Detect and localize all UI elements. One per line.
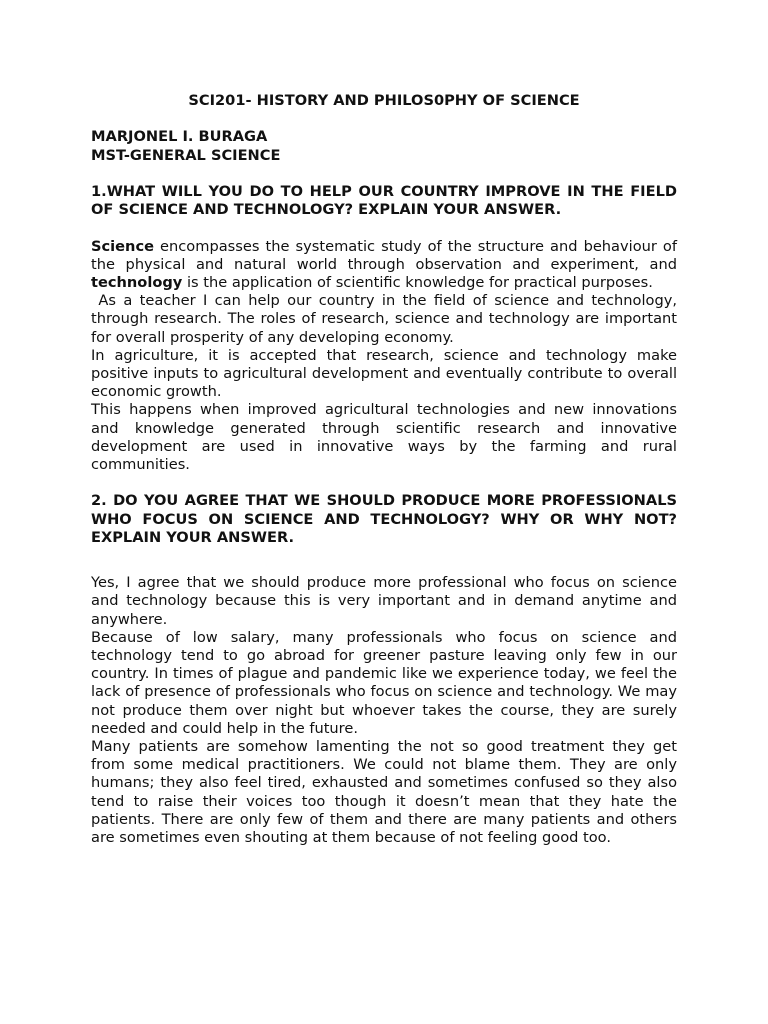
q1-p1-text-b: is the application of scientific knowledge for practical purposes. <box>182 273 653 291</box>
q1-p1-text-a: encompasses the systematic study of the structure and behaviour of the physical and natural world through observation and experiment, and <box>91 237 677 273</box>
author-name: MARJONEL I. BURAGA <box>91 128 268 146</box>
q2-paragraph-2: Because of low salary, many professionals who focus on science and technology tend to go abroad for greener pasture leaving only few in our country. In times of plague and pandemic like we experience today, we feel the lack of presence of professionals who focus on science and technology. We may not produce them over night but whoever takes the course, they are surely needed and could help in the future. <box>91 628 677 737</box>
q2-paragraph-1: Yes, I agree that we should produce more professional who focus on science and technology because this is very important and in demand anytime and anywhere. <box>91 574 677 628</box>
q1-paragraph-3: In agriculture, it is accepted that research, science and technology make positive inputs to agricultural development and eventually contribute to overall economic growth. <box>91 346 677 401</box>
document-title: SCI201- HISTORY AND PHILOS0PHY OF SCIENCE <box>188 92 580 109</box>
term-science: Science <box>91 237 154 255</box>
question-2: 2. DO YOU AGREE THAT WE SHOULD PRODUCE MORE PROFESSIONALS WHO FOCUS ON SCIENCE AND TECHNOLOGY? WHY OR WHY NOT? EXPLAIN YOUR ANSWER. <box>91 492 677 546</box>
q1-paragraph-2: As a teacher I can help our country in the field of science and technology, through research. The roles of research, science and technology are important for overall prosperity of any developing economy. <box>91 292 682 346</box>
term-technology: technology <box>91 273 183 291</box>
q2-paragraph-3: Many patients are somehow lamenting the not so good treatment they get from some medical practitioners. We could not blame them. They are only humans; they also feel tired, exhausted and sometimes confused so they also tend to raise their voices too though it doesn’t mean that they hate the patients. There are only few of them and there are many patients and others are sometimes even shouting at them because of not feeling good too. <box>91 738 677 847</box>
q1-paragraph-1 <box>91 238 677 293</box>
question-1: 1.WHAT WILL YOU DO TO HELP OUR COUNTRY IMPROVE IN THE FIELD OF SCIENCE AND TECHNOLOGY? EXPLAIN YOUR ANSWER. <box>91 182 677 219</box>
document-page <box>91 92 682 847</box>
section-spacer <box>91 474 677 492</box>
answer-spacer <box>91 565 677 574</box>
q1-paragraph-4: This happens when improved agricultural technologies and new innovations and knowledge generated through scientific research and innovative development are used in innovative ways by the farming and rural communities. <box>91 401 677 474</box>
program-name: MST-GENERAL SCIENCE <box>91 146 281 164</box>
